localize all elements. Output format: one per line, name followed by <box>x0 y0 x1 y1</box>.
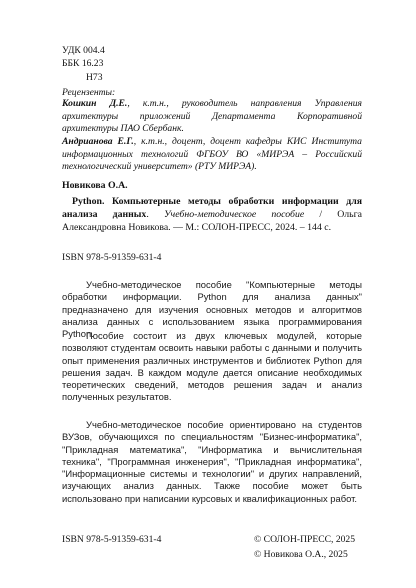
copyright-author: © Новикова О.А., 2025 <box>254 549 348 560</box>
reviewer-description: , к.т.н., руководитель направления Управления архитектуры приложений Департамента Корпоративной архитектуры ПАО Сбербанк. <box>62 98 363 135</box>
annotation-paragraph: Учебно-методическое пособие ориентировано на студентов ВУЗов, обучающихся по специальностям "Бизнес-информатика", "Прикладная математика", "Информатика и вычислительная техника", "Программная инженерия", "Прикладная информатика", "Информационные системы и технологии" и других направлений, изучающих анализ данных. Также пособие может быть использовано при написании курсовых и квалификационных работ. <box>62 419 362 504</box>
reviewer-description: , к.т.н., доцент, доцент кафедры КИС Института информационных технологий ФГБОУ ВО «МИРЭА – Российский технологический университет» (РТУ МИРЭА). <box>62 136 362 173</box>
bibliographic-description <box>62 196 362 234</box>
publication-details: / Ольга Александровна Новикова. — М.: СОЛОН-ПРЕСС, 2024. – 144 с. <box>62 208 363 233</box>
main-author: Новикова О.А. <box>62 180 128 191</box>
annotation-paragraph: Пособие состоит из двух ключевых модулей, которые позволяют студентам освоить навыки работы с данными и получить опыт применения различных инструментов и библиотек Python для решения задач. В каждом модуле дается описание необходимых теоретических сведений, методов решения задач и анализ полученных результатов. <box>62 330 362 403</box>
copyright-publisher: © СОЛОН-ПРЕСС, 2025 <box>254 534 356 545</box>
reviewer-name: Андрианова Е.Г. <box>62 136 134 147</box>
annotation-paragraph: Учебно-методическое пособие "Компьютерные методы обработки информации. Python для анализа данных" предназначено для изучения основных методов и алгоритмов анализа данных с использованием языка программирования Python. <box>62 279 362 340</box>
isbn: ISBN 978-5-91359-631-4 <box>62 252 162 263</box>
book-type: Учебно-методическое пособие <box>163 208 305 220</box>
book-title: Python. Компьютерные методы обработки информации для анализа данных <box>62 196 362 220</box>
reviewer-name: Кошкин Д.Е. <box>62 98 128 109</box>
footer-isbn: ISBN 978-5-91359-631-4 <box>62 534 162 545</box>
bbk-code: ББК 16.23 <box>62 58 104 70</box>
reviewer-entry <box>62 98 362 136</box>
author-mark: Н73 <box>86 71 103 83</box>
udk-code: УДК 004.4 <box>62 45 105 56</box>
reviewer-entry <box>62 136 362 174</box>
reviewers-heading: Рецензенты: <box>62 87 116 98</box>
classification-block <box>62 44 105 84</box>
title-separator: . <box>146 208 164 220</box>
